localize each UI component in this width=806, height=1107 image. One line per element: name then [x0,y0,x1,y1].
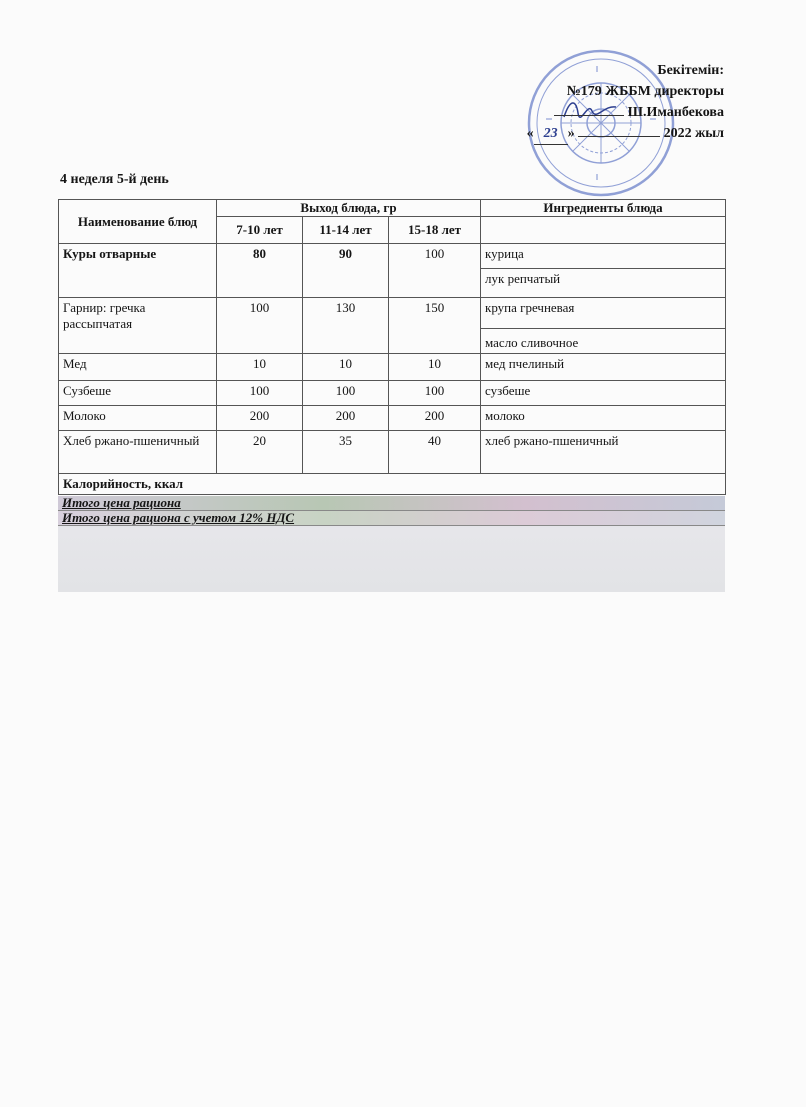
yield-age-7-10: 100 [217,381,303,406]
approval-heading: Бекітемін: [657,63,724,78]
ingredient: масло сливочное [481,329,726,354]
yield-age-7-10: 200 [217,406,303,431]
ingredient: хлеб ржано-пшеничный [481,431,726,474]
date-day: 23 [534,123,568,145]
approval-date [527,123,724,145]
yield-age-15-18: 200 [389,406,481,431]
yield-age-7-10: 10 [217,354,303,381]
day-title: 4 неделя 5-й день [60,172,169,187]
signer-name: Ш.Иманбекова [627,105,724,120]
yield-age-7-10: 20 [217,431,303,474]
dish-name: Молоко [59,406,217,431]
date-year: 2022 жыл [663,126,724,141]
table-row [59,431,726,474]
yield-age-15-18: 40 [389,431,481,474]
ingredient: лук репчатый [481,269,726,298]
ingredient: молоко [481,406,726,431]
header-age-11-14: 11-14 лет [303,217,389,244]
calories-label: Калорийность, ккал [59,474,726,495]
dish-name: Мед [59,354,217,381]
signature-line [554,115,624,116]
yield-age-15-18: 10 [389,354,481,381]
header-dish: Наименование блюд [59,200,217,244]
menu-table [58,199,726,495]
table-row [59,381,726,406]
calories-row [59,474,726,495]
dish-name: Куры отварные [59,244,217,298]
header-age-15-18: 15-18 лет [389,217,481,244]
ingredient: курица [481,244,726,269]
dish-name: Хлеб ржано-пшеничный [59,431,217,474]
director-line: №179 ЖББМ директоры [566,84,724,99]
yield-age-11-14: 100 [303,381,389,406]
table-row [59,354,726,381]
header-age-7-10: 7-10 лет [217,217,303,244]
yield-age-15-18: 100 [389,381,481,406]
yield-age-15-18: 150 [389,298,481,354]
ingredient: крупа гречневая [481,298,726,329]
yield-age-11-14: 200 [303,406,389,431]
approval-block [527,60,724,145]
table-row [59,298,726,329]
yield-age-7-10: 100 [217,298,303,354]
header-ingredients-blank [481,217,726,244]
table-row [59,244,726,269]
signer-line [527,102,724,123]
dish-name: Гарнир: гречка рассыпчатая [59,298,217,354]
total-price-vat-label: Итого цена рациона с учетом 12% НДС [58,511,725,526]
yield-age-11-14: 10 [303,354,389,381]
total-price-label: Итого цена рациона [58,496,725,511]
table-row [59,406,726,431]
header-row-1 [59,200,726,217]
yield-age-11-14: 130 [303,298,389,354]
dish-name: Сузбеше [59,381,217,406]
yield-age-7-10: 80 [217,244,303,298]
yield-age-11-14: 35 [303,431,389,474]
yield-age-11-14: 90 [303,244,389,298]
date-open-quote: « [526,126,534,141]
header-ingredients: Ингредиенты блюда [481,200,726,217]
yield-age-15-18: 100 [389,244,481,298]
totals-block [58,496,725,592]
ingredient: мед пчелиный [481,354,726,381]
date-month-line [578,136,660,137]
header-yield: Выход блюда, гр [217,200,481,217]
ingredient: сузбеше [481,381,726,406]
date-close-quote: » [567,126,575,141]
